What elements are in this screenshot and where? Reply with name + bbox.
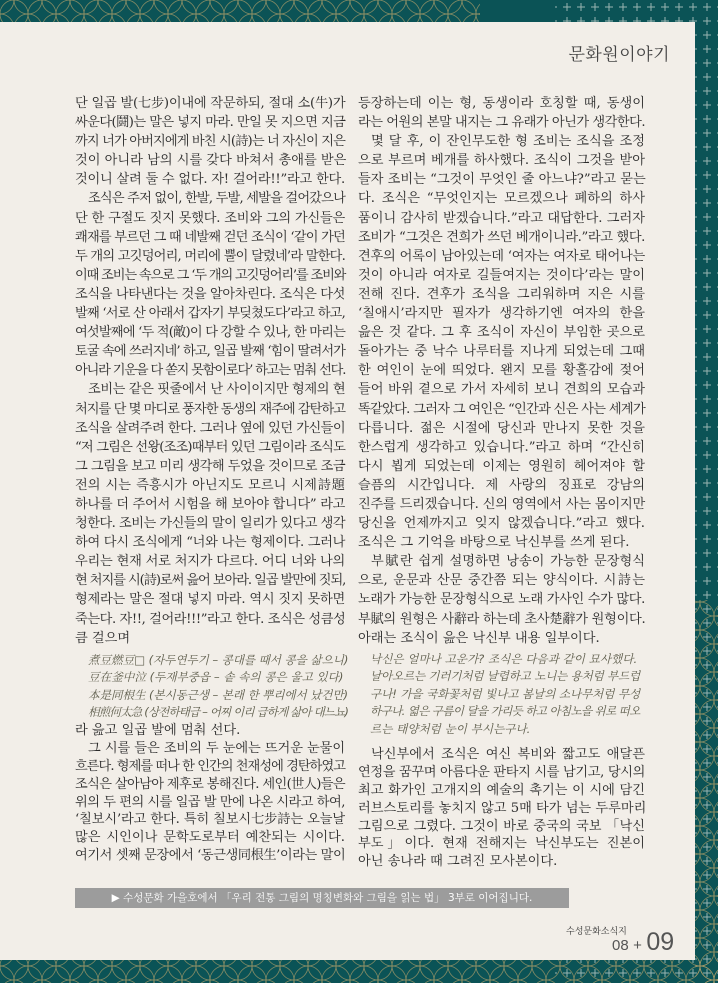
left-column-body-continued xyxy=(75,722,345,865)
text-line: 진주를 드리겠습니다. 신의 영역에서 사는 몸이지만 xyxy=(358,496,645,512)
text-line: 두 개의 고깃덩어리, 머리에 뿔이 달렸네’라 말한다. xyxy=(75,248,345,264)
text-line: 그 시를 들은 조비의 두 눈에는 뜨거운 눈물이 xyxy=(88,740,345,756)
text-line: 한 여인이 눈에 띄었다. 왠지 모를 황홀감에 젖어 xyxy=(358,363,645,379)
text-line: 부도」이다. 현재 전해지는 낙신부도는 진본이 xyxy=(358,836,645,852)
text-line: 부賦의 원형은 사辭라 하는데 초사楚辭가 원형이다. xyxy=(358,611,646,627)
page-number-left: 08 xyxy=(612,937,629,954)
text-line: 우리는 현재 서로 처지가 다르다. 어디 너와 나의 xyxy=(75,554,345,570)
text-line: 품이니 감사히 받겠습니다.”라고 대답한다. 그러자 xyxy=(358,210,645,226)
right-column-body-continued xyxy=(358,746,645,871)
text-line: ‘칠애시’라지만 필자가 생각하기엔 여자의 한을 xyxy=(358,306,645,322)
text-line: 몇 달 후, 이 잔인무도한 형 조비는 조식을 조정 xyxy=(371,134,645,150)
text-line: 죽는다. 자!!, 걸어라!!!”라고 한다. 조식은 성큼성 xyxy=(75,611,346,627)
text-line: 다시 뵙게 되었는데 이제는 영원히 헤어져야 할 xyxy=(358,458,645,474)
text-line: 까지 너가 아버지에게 바친 시(詩)는 너 자신이 지은 xyxy=(75,134,345,150)
text-line: 이때 조비는 속으로 그 ‘두 개의 고깃덩어리’를 조비와 xyxy=(75,267,346,283)
text-line: 등장하는데 이는 형, 동생이라 호칭할 때, 동생이 xyxy=(358,96,645,111)
text-line: 청한다. 조비는 가신들의 말이 일리가 있다고 생각 xyxy=(75,516,346,532)
text-line: 연정을 꿈꾸며 아름다운 판타지 시를 남기고, 당시의 xyxy=(358,764,645,780)
right-column-body xyxy=(358,94,645,648)
quote-line: 날아오르는 기러기처럼 날렵하고 노니는 용처럼 부드럽 xyxy=(370,669,641,684)
text-line: 형제라는 말은 절대 넣지 마라. 역시 짓지 못하면 xyxy=(75,592,345,608)
text-line: 다. 조식은 “무엇인지는 모르겠으나 폐하의 하사 xyxy=(358,191,645,207)
text-line: 처지를 단 몇 마디로 풍자한 동생의 재주에 감탄하고 xyxy=(75,401,345,417)
text-line: 으로, 운문과 산문 중간쯤 되는 양식이다. 시詩는 xyxy=(358,573,645,589)
text-line: 아래는 조식이 읊은 낙신부 내용 일부이다. xyxy=(358,630,600,646)
text-line: 전의 시는 즉흥시가 아닌지도 모르니 시제詩題 xyxy=(75,477,345,493)
section-title: 문화원이야기 xyxy=(568,45,670,65)
text-line: 들어 바위 곁으로 가서 자세히 보니 견희의 모습과 xyxy=(358,382,645,398)
text-line: 토굴 속에 쓰러지네’ 하고, 일곱 발째 ‘힘이 딸려서가 xyxy=(75,344,345,360)
text-line: 당신을 언제까지고 잊지 않겠습니다.”라고 했다. xyxy=(358,516,645,532)
text-line: 위의 두 편의 시를 일곱 발 만에 나온 시라고 하여, xyxy=(75,794,345,810)
quote-line: 煮豆燃豆□ (자두연두기 – 콩대를 때서 콩을 삶으니) xyxy=(88,653,349,667)
text-line: 것이니 살려 둘 수 없다. 자! 걸어라!!”라고 한다. xyxy=(75,172,345,188)
text-line: 것이 아니라 남의 시를 갖다 바쳐서 총애를 받은 xyxy=(75,153,347,169)
text-line: 그림으로 그렸다. 그것이 바로 중국의 국보 「낙신 xyxy=(358,818,645,834)
text-line: 조비가 “그것은 견희가 쓰던 베개이니라.”라고 했다. xyxy=(358,229,645,245)
text-line: 하여 다시 조식에게 “너와 나는 형제이다. 그러나 xyxy=(75,535,346,551)
text-line: 여섯발째에 ‘두 적(敵)이 다 강할 수 있나, 한 마리는 xyxy=(75,325,345,341)
text-line: 견후의 어록이 남아있는데 ‘여자는 여자로 태어나는 xyxy=(358,248,645,264)
text-line: “저 그림은 선왕(조조)때부터 있던 그림이라 조식도 xyxy=(75,439,345,455)
text-line: 조식을 나타낸다는 것을 알아차린다. 조식은 다섯 xyxy=(75,286,345,302)
page-numbers xyxy=(612,928,674,957)
magazine-name: 수성문화소식지 xyxy=(566,927,627,937)
text-line: 조식을 살려주려 한다. 그러나 옆에 있던 가신들이 xyxy=(75,420,346,436)
text-line: 한스럽게 생각하고 있습니다.”라고 하며 “간신히 xyxy=(358,439,645,455)
text-line: 조비는 같은 핏줄에서 난 사이이지만 형제의 현 xyxy=(88,382,346,398)
text-line: 슬픔의 시간입니다. 제 사랑의 징표로 강남의 xyxy=(358,477,645,493)
text-line: 큼 걸으며 xyxy=(75,630,131,646)
text-line: 라 읊고 일곱 발에 멈춰 선다. xyxy=(75,723,241,738)
quote-line: 豆在釜中泣 (두재부중읍 – 솥 속의 콩은 울고 있다) xyxy=(88,670,344,685)
text-line: 여기서 셋째 문장에서 ‘동근생同根生’이라는 말이 xyxy=(75,848,346,864)
text-line: ‘칠보시’라고 한다. 특히 칠보시七步詩는 오늘날 xyxy=(75,812,345,828)
text-line: 라는 어원의 본말 내지는 그 유래가 아닌가 생각한다. xyxy=(358,115,646,131)
text-line: 쾌재를 부르던 그 때 네발째 걷던 조식이 ‘같이 가던 xyxy=(75,229,345,245)
text-line: 것이 아니라 여자로 길들여지는 것이다’라는 말이 xyxy=(358,267,645,283)
text-line: 아니라 기운을 다 쏟지 못함이로다’ 하고는 멈춰 선다. xyxy=(75,363,346,379)
quote-line: 르는 태양처럼 눈이 부시는구나. xyxy=(370,721,531,736)
text-line: 아닌 송나라 때 그려진 모사본이다. xyxy=(358,854,558,870)
quote-line: 하구나. 엷은 구름이 달을 가리듯 하고 아침노을 위로 떠오 xyxy=(370,704,640,719)
page-separator: + xyxy=(633,937,642,954)
text-line: 들자 조비는 “그것이 무엇인 줄 아느냐?”라고 묻는 xyxy=(358,172,646,188)
text-line: 하나를 더 주어서 시험을 해 보아야 합니다” 라고 xyxy=(75,496,346,512)
text-line: 러브스토리를 놓치지 않고 5매 타가 넘는 두루마리 xyxy=(358,800,647,816)
text-line: 전해 진다. 견후가 조식을 그리워하며 지은 시를 xyxy=(358,286,645,302)
text-line: 다릅니다. 젊은 시절에 당신과 만나지 못한 것을 xyxy=(358,420,645,436)
text-line: 많은 시인이나 문학도로부터 예찬되는 시이다. xyxy=(75,830,345,846)
text-line: 조식은 주저 없이, 한발, 두발, 세발을 걸어갔으나 xyxy=(88,191,345,207)
text-line: 조식은 살아남아 제후로 봉해진다. 세인(世人)들은 xyxy=(75,776,345,792)
quote-line: 낙신은 얼마나 고운가? 조식은 다음과 같이 묘사했다. xyxy=(370,652,638,666)
text-line: 단 일곱 발(七步)이내에 작문하되, 절대 소(牛)가 xyxy=(75,96,346,111)
text-line: 돌아가는 중 낙수 나루터를 지나게 되었는데 그때 xyxy=(358,344,645,360)
text-line: 싸운다(鬪)는 말은 넣지 마라. 만일 못 지으면 지금 xyxy=(75,115,346,131)
text-line: 노래가 가능한 문장형식으로 노래 가사인 수가 많다. xyxy=(358,592,645,608)
quote-line: 本是同根生 (본시동근생 – 본래 한 뿌리에서 났건만) xyxy=(88,687,348,702)
nakshinbu-quote-block xyxy=(370,651,640,738)
quote-line: 相煎何太急 (상전하태급 – 어찌 이리 급하게 삶아 대느뇨) xyxy=(88,705,349,720)
text-line: 흐른다. 형제를 떠나 한 인간의 천재성에 경탄하였고 xyxy=(75,758,345,774)
text-line: 단 한 구절도 짓지 못했다. 조비와 그의 가신들은 xyxy=(75,210,345,226)
text-line: 그 그림을 보고 미리 생각해 두었을 것이므로 조금 xyxy=(75,458,346,474)
text-line: 현 처지를 시(詩)로써 읊어 보아라. 일곱 발만에 짓되, xyxy=(75,573,346,589)
text-line: 으로 부르며 베개를 하사했다. 조식이 그것을 받아 xyxy=(358,153,645,169)
text-line: 조식은 그 기억을 바탕으로 낙신부를 쓰게 된다. xyxy=(358,535,630,551)
text-line: 읊은 것 같다. 그 후 조식이 자신이 부임한 곳으로 xyxy=(358,325,645,341)
page-number-right: 09 xyxy=(646,928,675,956)
continuation-banner: ▶ 수성문화 가을호에서 「우리 전통 그림의 명칭변화와 그림을 읽는 법」 3부로 이어집니다. xyxy=(75,888,569,908)
left-column-body xyxy=(75,94,345,648)
text-line: 최고 화가인 고개지의 예술의 촉기는 이 시에 담긴 xyxy=(358,782,645,798)
poem-quote-block xyxy=(88,652,348,722)
text-line: 부賦란 쉽게 설명하면 낭송이 가능한 문장형식 xyxy=(371,554,645,570)
text-line: 낙신부에서 조식은 여신 복비와 짧고도 애달픈 xyxy=(371,747,645,762)
quote-line: 구나! 가을 국화꽃처럼 빛나고 봄날의 소나무처럼 무성 xyxy=(370,686,641,701)
text-line: 똑같았다. 그러자 그 여인은 “인간과 신은 사는 세계가 xyxy=(358,401,645,417)
text-line: 발째 ‘서로 산 아래서 갑자기 부딪쳤도다’라고 하고, xyxy=(75,306,345,322)
